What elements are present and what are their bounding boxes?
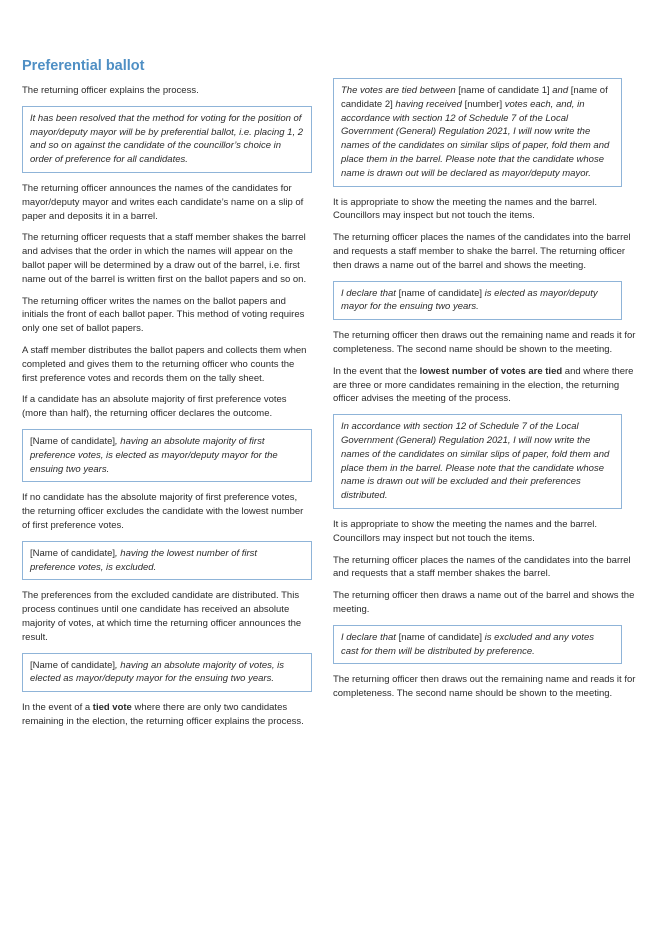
text-run: [name of candidate 2] xyxy=(341,85,608,110)
text-run: The returning officer places the names of the candidates into the barrel and requests that a staff member shakes the barrel. xyxy=(333,554,631,580)
quote-box xyxy=(22,541,312,581)
text-run: The returning officer explains the process. xyxy=(22,85,199,96)
text-run: In the event that the xyxy=(333,365,420,377)
text-run: The votes are tied between xyxy=(341,85,459,96)
text-run: where there are only two candidates remaining in the election, the returning officer explains the process. xyxy=(22,702,304,727)
text-run: [name of candidate] xyxy=(398,287,483,299)
text-run: , having an absolute majority of first preference votes, is elected as mayor/deputy mayor for the ensuing two years. xyxy=(30,435,278,475)
paragraph xyxy=(333,518,645,546)
text-run: [name of candidate 1] xyxy=(458,85,550,96)
paragraph xyxy=(22,701,312,729)
quote-box xyxy=(333,625,622,665)
text-run: The returning officer then draws out the remaining name and reads it for completeness. The second name should be shown to the meeting. xyxy=(333,330,636,355)
paragraph xyxy=(333,329,645,357)
text-run: having received xyxy=(392,98,465,110)
quote-box xyxy=(333,78,622,187)
text-run: [Name of candidate] xyxy=(30,435,116,447)
text-run: , having an absolute majority of votes, is elected as mayor/deputy mayor for the ensuing two years. xyxy=(30,659,285,685)
quote-box xyxy=(333,414,622,509)
text-run: lowest number of votes are tied xyxy=(419,365,563,377)
paragraph xyxy=(22,295,312,336)
text-run: I declare that xyxy=(341,631,399,643)
text-run: [Name of candidate] xyxy=(30,659,116,671)
left-column xyxy=(22,84,312,737)
paragraph xyxy=(333,554,645,582)
quote-box xyxy=(22,653,312,693)
quote-box xyxy=(333,281,622,321)
paragraph xyxy=(22,344,312,385)
text-run: The returning officer writes the names on the ballot papers and initials the front of each ballot paper. This method of voting requires only one set of ballot papers. xyxy=(22,295,305,335)
paragraph xyxy=(333,231,645,272)
paragraph xyxy=(333,589,645,617)
text-run: tied vote xyxy=(92,702,132,714)
paragraph xyxy=(22,393,312,421)
text-run: and xyxy=(549,85,571,96)
text-run: is elected as mayor/deputy mayor for the ensuing two years. xyxy=(341,287,598,313)
quote-box xyxy=(22,106,312,173)
quote-box xyxy=(22,429,312,482)
text-run: , having the lowest number of first preference votes, is excluded. xyxy=(30,547,258,573)
paragraph xyxy=(333,365,645,406)
text-run: It is appropriate to show the meeting the names and the barrel. Councillors may inspect but not touch the items. xyxy=(333,518,598,544)
paragraph xyxy=(22,84,312,98)
text-run: A staff member distributes the ballot papers and collects them when completed and gives them to the returning officer who counts the first preference votes and records them on the tally sheet. xyxy=(22,344,307,384)
text-run: [Name of candidate] xyxy=(30,547,116,559)
text-run: and where there are three or more candidates remaining in the election, the returning officer advises the meeting of the process. xyxy=(333,365,634,405)
text-run: The returning officer then draws a name out of the barrel and shows the meeting. xyxy=(333,590,635,615)
text-run: The returning officer places the names of the candidates into the barrel and requests a staff member to shake the barrel. The returning officer then draws a name out of the barrel and shows the meeting. xyxy=(333,232,631,271)
text-run: votes each, and, in accordance with section 12 of Schedule 7 of the Local Government (General) Regulation 2021, I will now write the names of the candidates on similar slips of paper, fold them and place them in the barrel. Please note that the candidate whose name is drawn out will be declared as mayor/deputy mayor. xyxy=(341,98,610,179)
text-run: [number] xyxy=(464,98,503,110)
paragraph xyxy=(333,673,645,701)
text-run: The returning officer then draws out the remaining name and reads it for completeness. The second name should be shown to the meeting. xyxy=(333,674,636,700)
text-run: The returning officer announces the names of the candidates for mayor/deputy mayor and writes each candidate’s name on a slip of paper and deposits it in a barrel. xyxy=(22,182,304,222)
text-run: It has been resolved that the method for voting for the position of mayor/deputy mayor will be by preferential ballot, i.e. placing 1, 2 and so on against the candidate of the councillor’s choice in order of preference for all candidates. xyxy=(30,112,303,166)
text-run: In accordance with section 12 of Schedule 7 of the Local Government (General) Regulation 2021, I will now write the names of the candidates on similar slips of paper, fold them and place them in the barrel. Please note that the candidate whose name is drawn out will be excluded and their preferences distributed. xyxy=(341,421,610,502)
paragraph xyxy=(22,589,312,644)
text-run: It is appropriate to show the meeting the names and the barrel. Councillors may inspect but not touch the items. xyxy=(333,196,598,222)
text-run: I declare that xyxy=(341,287,399,299)
text-run: is excluded and any votes cast for them will be distributed by preference. xyxy=(341,631,594,657)
page-title: Preferential ballot xyxy=(22,58,145,74)
paragraph xyxy=(333,196,645,224)
paragraph xyxy=(22,182,312,223)
paragraph xyxy=(22,231,312,286)
text-run: If a candidate has an absolute majority of first preference votes (more than half), the returning officer declares the outcome. xyxy=(22,394,287,420)
text-run: The returning officer requests that a staff member shakes the barrel and advises that the order in which the names will appear on the ballot paper will be determined by a draw out of the barrel, i.e. first name out of the barrel is written first on the ballot papers and so on. xyxy=(22,232,307,285)
right-column xyxy=(333,78,645,709)
text-run: If no candidate has the absolute majority of first preference votes, the returning officer excludes the candidate with the lowest number of first preference votes. xyxy=(22,492,304,531)
paragraph xyxy=(22,491,312,532)
text-run: [name of candidate] xyxy=(398,631,483,643)
text-run: The preferences from the excluded candidate are distributed. This process continues until one candidate has received an absolute majority of votes, at which time the returning officer announces the result. xyxy=(22,590,302,643)
text-run: In the event of a xyxy=(22,702,93,714)
